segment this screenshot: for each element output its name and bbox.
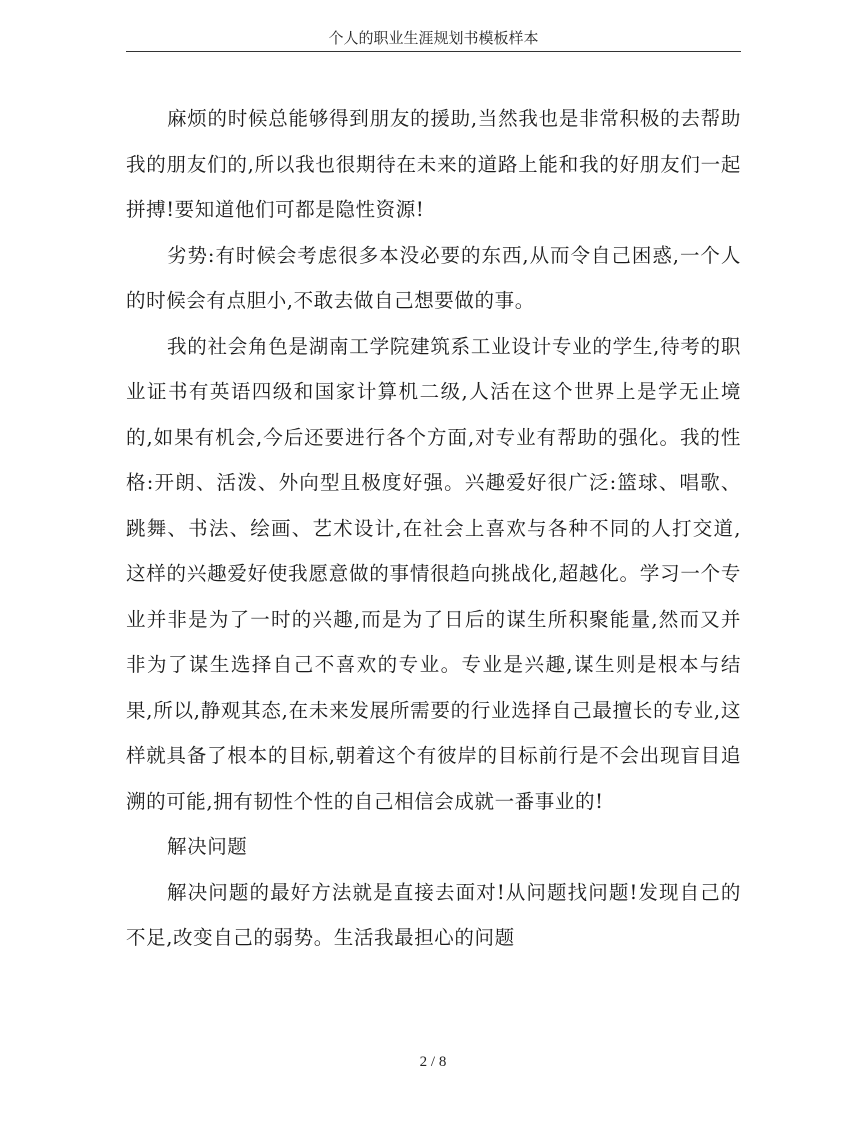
page-header-title: 个人的职业生涯规划书模板样本 xyxy=(328,29,539,47)
paragraph-weaknesses: 劣势:有时候会考虑很多本没必要的东西,从而令自己困惑,一个人的时候会有点胆小,不敢去做自己想要做的事。 xyxy=(126,243,741,312)
section-heading-problem-solving: 解决问题 xyxy=(167,835,248,858)
document-body xyxy=(126,96,741,961)
paragraph-problem-solving: 解决问题的最好方法就是直接去面对!从问题找问题!发现自己的不足,改变自己的弱势。生活我最担心的问题 xyxy=(126,880,741,949)
page-number: 2 / 8 xyxy=(419,1054,447,1070)
header-divider xyxy=(126,51,741,52)
paragraph-friends-support: 麻烦的时候总能够得到朋友的援助,当然我也是非常积极的去帮助我的朋友们的,所以我也很期待在未来的道路上能和我的好朋友们一起拼搏!要知道他们可都是隐性资源! xyxy=(126,107,741,221)
paragraph-social-role: 我的社会角色是湖南工学院建筑系工业设计专业的学生,待考的职业证书有英语四级和国家计算机二级,人活在这个世界上是学无止境的,如果有机会,今后还要进行各个方面,对专业有帮助的强化。我的性格:开朗、活泼、外向型且极度好强。兴趣爱好很广泛:篮球、唱歌、跳舞、书法、绘画、艺术设计,在社会上喜欢与各种不同的人打交道,这样的兴趣爱好使我愿意做的事情很趋向挑战化,超越化。学习一个专业并非是为了一时的兴趣,而是为了日后的谋生所积聚能量,然而又并非为了谋生选择自己不喜欢的专业。专业是兴趣,谋生则是根本与结果,所以,静观其态,在未来发展所需要的行业选择自己最擅长的专业,这样就具备了根本的目标,朝着这个有彼岸的目标前行是不会出现盲目追溯的可能,拥有韧性个性的自己相信会成就一番事业的! xyxy=(126,334,741,813)
